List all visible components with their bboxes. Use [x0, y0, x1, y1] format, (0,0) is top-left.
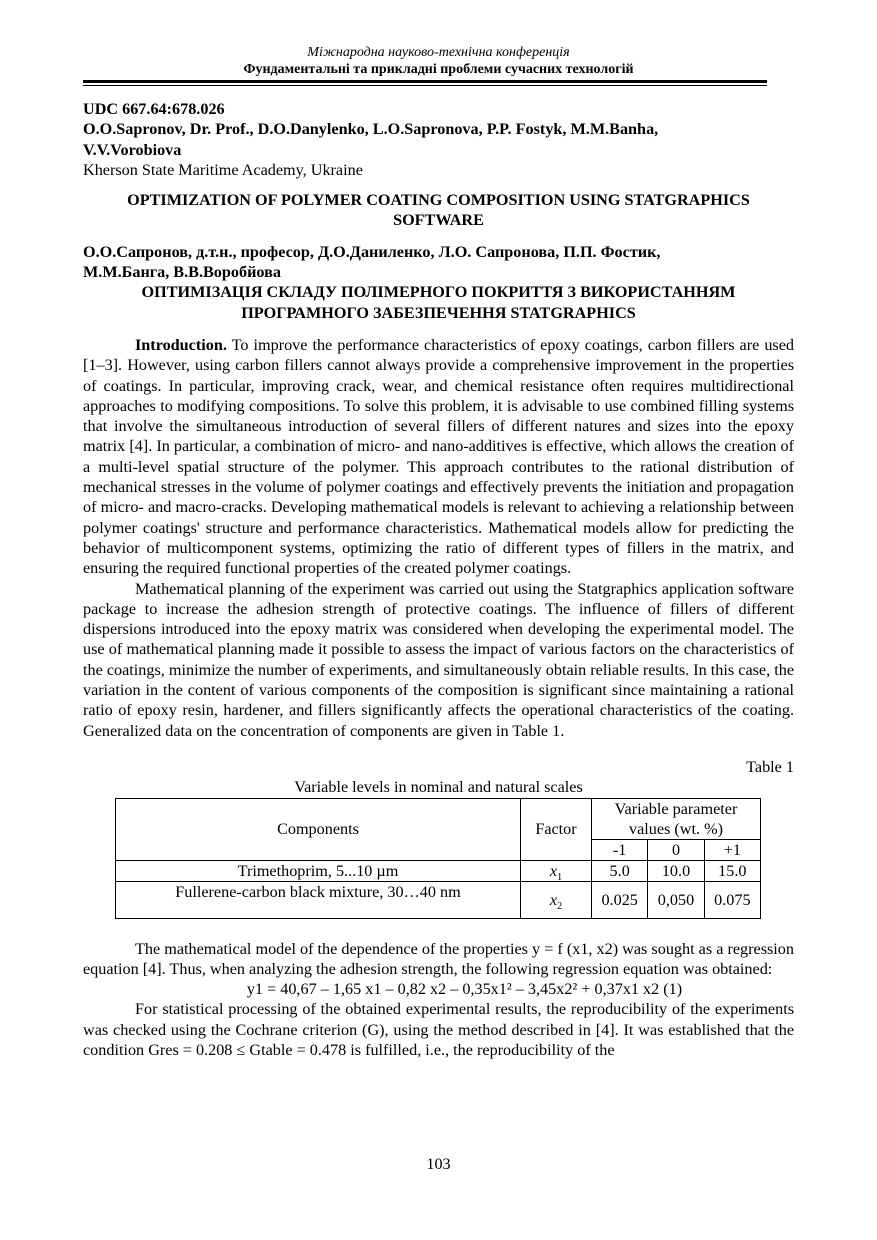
cell-value: 0.075: [704, 881, 760, 918]
cell-value: 15.0: [704, 860, 760, 881]
cell-value: 10.0: [648, 860, 704, 881]
paragraph-2: Mathematical planning of the experiment was carried out using the Statgraphics application software package to increase the adhesion strength of protective coatings. The influence of fillers of different dispersions introduced into the epoxy matrix was considered when developing the experimental model. The use of mathematical planning made it possible to assess the impact of various factors on the characteristics of the coatings, minimize the number of experiments, and simultaneously obtain reliable results. In this case, the variation in the content of various components of the composition is significant since maintaining a rational ratio of epoxy resin, hardener, and fillers significantly affects the operational characteristics of the coating. Generalized data on the concentration of components are given in Table 1.: [83, 579, 794, 740]
cell-value: 5.0: [592, 860, 648, 881]
regression-equation: y1 = 40,67 – 1,65 x1 – 0,82 x2 – 0,35x1² – 3,45x2² + 0,37x1 x2 (1): [246, 980, 683, 999]
intro-text: To improve the performance characteristics of epoxy coatings, carbon fillers are used [1–3]. However, using carbon fillers cannot always provide a comprehensive improvement in the properties of coatings. In particular, improving crack, wear, and chemical resistance often requires multidirectional approaches to modifying compositions. To solve this problem, it is advisable to use combined filling systems that involve the simultaneous introduction of several fillers of different natures and sizes into the epoxy matrix [4]. In particular, a combination of micro- and nano-additives is effective, which allows the creation of a multi-level spatial structure of the polymer. This approach contributes to the rational distribution of mechanical stresses in the volume of polymer coatings and effectively prevents the initiation and propagation of micro- and macro-cracks. Developing mathematical models is relevant to achieving a relationship between polymer coatings' structure and performance characteristics. Mathematical models allow for predicting the behavior of multicomponent systems, optimizing the ratio of different types of fillers in the matrix, and ensuring the required functional properties of the created polymer coatings.: [83, 335, 794, 578]
cell-factor: [521, 860, 592, 881]
th-components: Components: [116, 798, 521, 860]
title-en-line1: OPTIMIZATION OF POLYMER COATING COMPOSITION USING STATGRAPHICS: [127, 191, 750, 210]
table-header-row: [116, 798, 761, 839]
authors-en-line1: O.O.Sapronov, Dr. Prof., D.O.Danylenko, L.O.Sapronova, P.P. Fostyk, M.M.Banha,: [83, 120, 659, 139]
page-number: 103: [426, 1155, 451, 1173]
th-level-plus: +1: [704, 839, 760, 860]
factor-symbol: x: [549, 890, 558, 909]
table-label: Table 1: [746, 757, 794, 776]
variable-levels-table: [115, 798, 761, 919]
authors-en-line2: V.V.Vorobiova: [83, 140, 182, 159]
conference-title: Фундаментальні та прикладні проблеми сучасних технологій: [243, 62, 634, 77]
cell-factor: [521, 881, 592, 918]
authors-uk: [83, 242, 794, 283]
title-uk-line2: ПРОГРАМНОГО ЗАБЕЗПЕЧЕННЯ STATGRAPHICS: [241, 303, 636, 322]
header-rule-thick: [83, 80, 767, 83]
factor-subscript: 2: [557, 900, 563, 912]
title-uk-line1: ОПТИМІЗАЦІЯ СКЛАДУ ПОЛІМЕРНОГО ПОКРИТТЯ З ВИКОРИСТАННЯМ: [141, 283, 736, 302]
th-factor: Factor: [521, 798, 592, 860]
intro-paragraph: [83, 335, 794, 579]
title-en: [83, 190, 794, 231]
th-values: Variable parameter values (wt. %): [592, 798, 761, 839]
conference-name: Міжнародна науково-технічна конференція: [307, 45, 570, 60]
udc: UDC 667.64:678.026: [83, 100, 225, 118]
cell-component: Fullerene-carbon black mixture, 30…40 nm: [116, 881, 521, 918]
cell-value: 0,050: [648, 881, 704, 918]
factor-subscript: 1: [557, 871, 563, 883]
cell-value: 0.025: [592, 881, 648, 918]
article-body: [83, 99, 794, 1060]
title-uk: [83, 282, 794, 323]
th-level-minus: -1: [592, 839, 648, 860]
intro-heading: Introduction.: [135, 335, 227, 354]
table-caption: Variable levels in nominal and natural scales: [294, 778, 583, 797]
authors-uk-line1: О.О.Сапронов, д.т.н., професор, Д.О.Даниленко, Л.О. Сапронова, П.П. Фостик,: [83, 242, 661, 261]
paragraph-3: The mathematical model of the dependence of the properties y = f (x1, x2) was sought as a regression equation [4]. Thus, when analyzing the adhesion strength, the following regression equation was obtained:: [83, 939, 794, 978]
table-row: [116, 881, 761, 918]
title-en-line2: SOFTWARE: [393, 211, 484, 230]
paragraph-4: For statistical processing of the obtained experimental results, the reproducibility of the experiments was checked using the Cochrane criterion (G), using the method described in [4]. It was established that the condition Gres = 0.208 ≤ Gtable = 0.478 is fulfilled, i.e., the reproducibility of the: [83, 1000, 794, 1059]
cell-component: Trimethoprim, 5...10 µm: [116, 860, 521, 881]
header-rule-thin: [83, 85, 767, 86]
factor-symbol: x: [549, 861, 558, 880]
authors-uk-line2: М.М.Банга, В.В.Воробйова: [83, 263, 281, 282]
th-level-zero: 0: [648, 839, 704, 860]
affiliation: Kherson State Maritime Academy, Ukraine: [83, 160, 363, 179]
table-row: [116, 860, 761, 881]
